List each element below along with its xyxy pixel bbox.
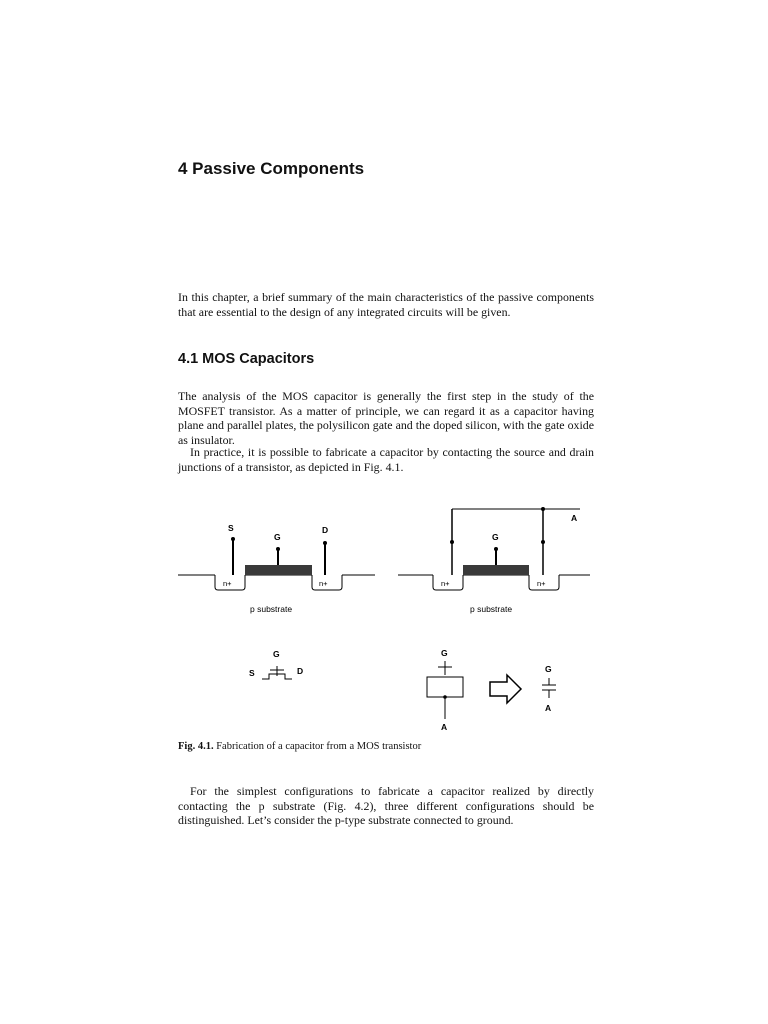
right-symbol-gate-label: G xyxy=(441,648,448,658)
left-source-label: S xyxy=(228,523,234,533)
left-n-plus-label: n+ xyxy=(223,579,232,588)
figure-caption-text: Fabrication of a capacitor from a MOS transistor xyxy=(213,741,422,752)
right-substrate-label: p substrate xyxy=(470,604,513,614)
right-terminal-label: A xyxy=(571,513,578,523)
capacitor-bottom-label: A xyxy=(545,703,552,713)
figure-caption xyxy=(178,741,421,752)
left-symbol-source-label: S xyxy=(249,668,255,678)
right-cross-section xyxy=(398,507,590,614)
intro-paragraph: In this chapter, a brief summary of the main characteristics of the passive components that are essential to the design of any integrated circuits will be given. xyxy=(178,290,594,319)
right-gate-label: G xyxy=(492,532,499,542)
right-left-n-plus-label: n+ xyxy=(441,579,450,588)
left-substrate-label: p substrate xyxy=(250,604,293,614)
right-mos-symbol xyxy=(427,648,463,732)
analysis-paragraph: The analysis of the MOS capacitor is generally the first step in the study of the MOSFET transistor. As a matter of principle, we can regard it as a capacitor having plane and parallel plates, the polysilicon gate and the doped silicon, with the gate oxide as insulator. xyxy=(178,389,594,447)
figure-caption-label: Fig. 4.1. xyxy=(178,741,214,752)
left-drain-label: D xyxy=(322,525,329,535)
left-mos-symbol xyxy=(249,649,303,679)
practice-paragraph: In practice, it is possible to fabricate a capacitor by contacting the source and drain junctions of a transistor, as depicted in Fig. 4.1. xyxy=(178,445,594,474)
left-symbol-gate-label: G xyxy=(273,649,280,659)
right-n-plus-label: n+ xyxy=(319,579,328,588)
left-cross-section xyxy=(178,523,375,614)
equivalence-arrow xyxy=(490,675,521,703)
right-symbol-terminal-label: A xyxy=(441,722,448,732)
capacitor-symbol xyxy=(542,664,556,713)
right-right-n-plus-label: n+ xyxy=(537,579,546,588)
left-symbol-drain-label: D xyxy=(297,666,304,676)
section-title: 4.1 MOS Capacitors xyxy=(178,351,315,367)
mos-capacitor-figure xyxy=(170,495,610,735)
configurations-paragraph: For the simplest configurations to fabricate a capacitor realized by directly contacting the p substrate (Fig. 4.2), three different configurations should be distinguished. Let’s consider the p-type substrate connected to ground. xyxy=(178,784,594,828)
chapter-title: 4 Passive Components xyxy=(178,159,365,178)
right-polysilicon-gate xyxy=(463,565,529,575)
capacitor-top-label: G xyxy=(545,664,552,674)
polysilicon-gate xyxy=(245,565,312,575)
left-gate-label: G xyxy=(274,532,281,542)
